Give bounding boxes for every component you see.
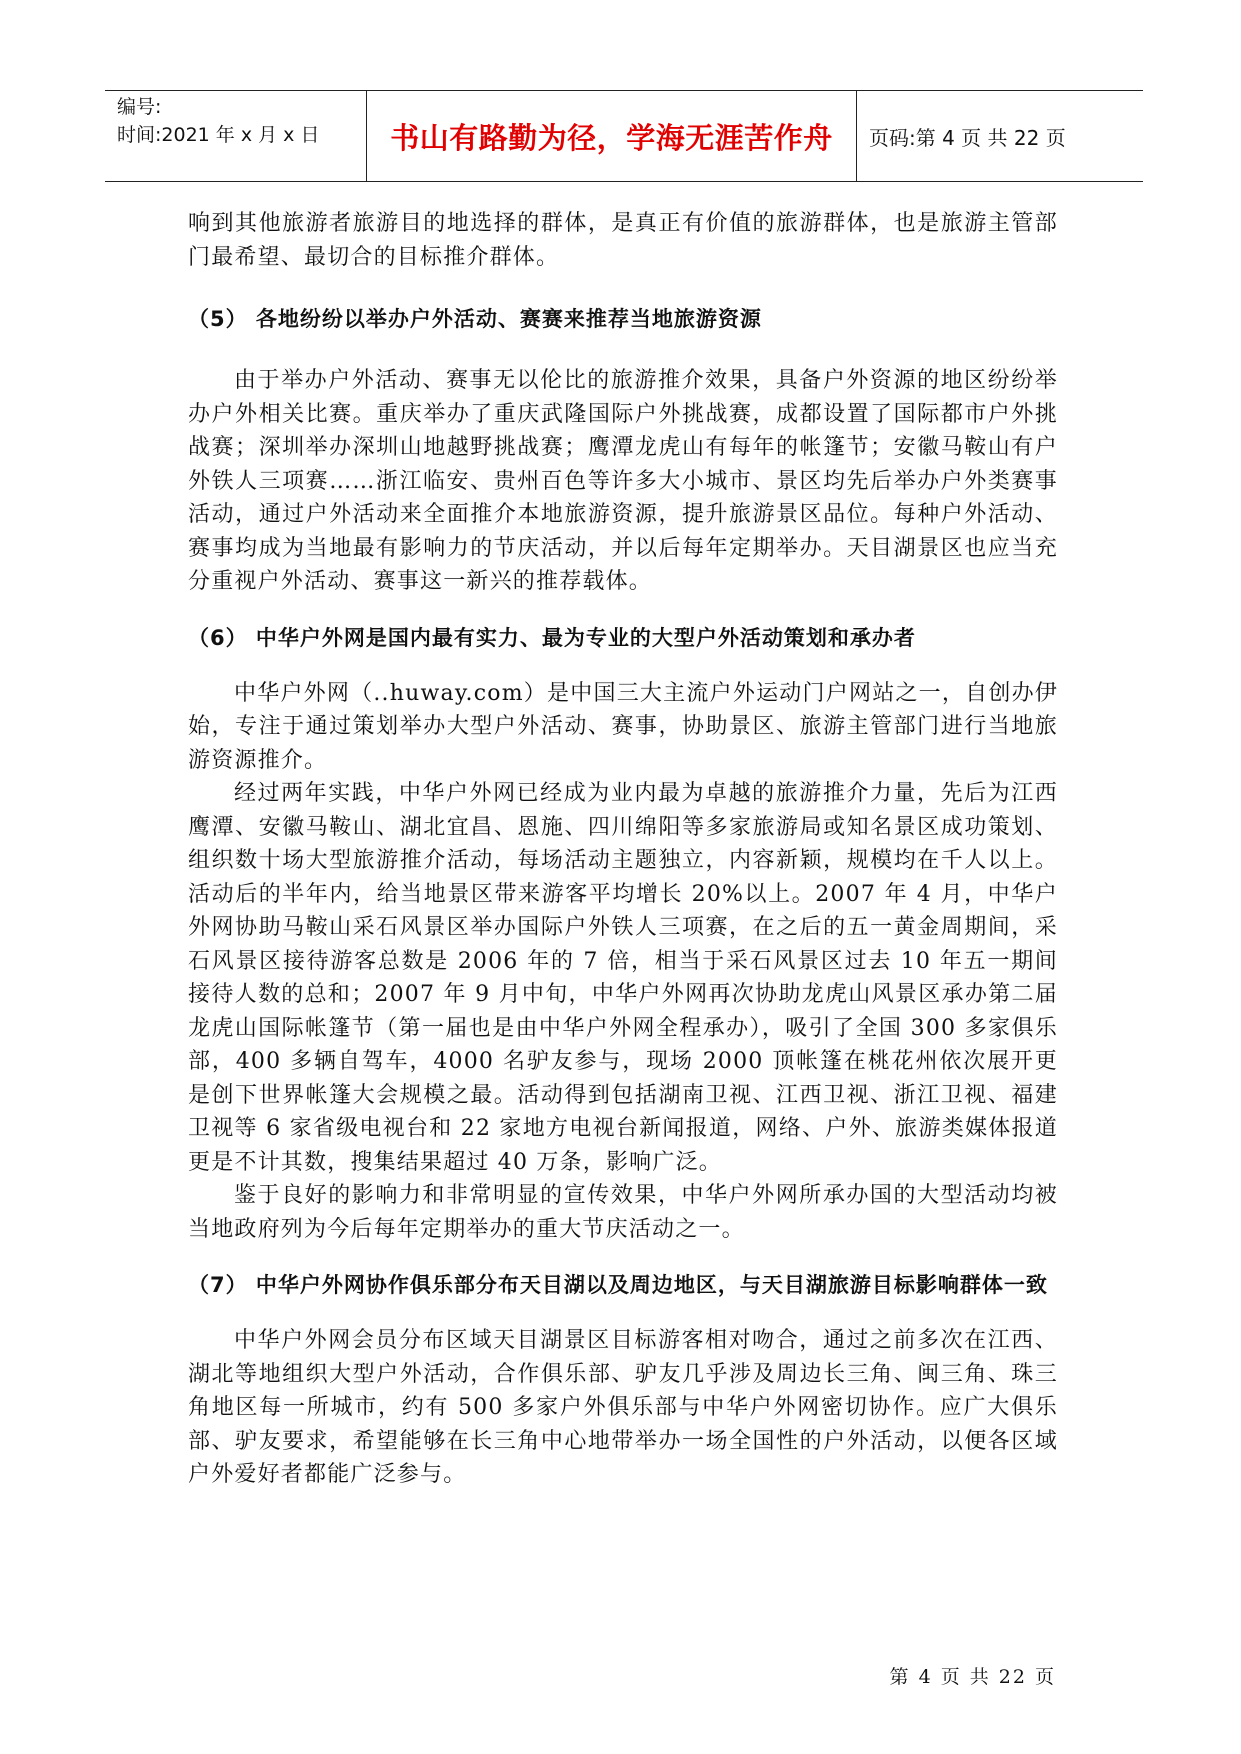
- document-body: [188, 207, 1058, 1492]
- header-motto: 书山有路勤为径，学海无涯苦作舟: [367, 91, 857, 181]
- page-footer-number: 第 4 页 共 22 页: [889, 1666, 1056, 1688]
- section-heading-5: （5） 各地纷纷以举办户外活动、赛赛来推荐当地旅游资源: [188, 307, 762, 331]
- paragraph-section-7: 中华户外网会员分布区域天目湖景区目标游客相对吻合，通过之前多次在江西、湖北等地组织大型户外活动，合作俱乐部、驴友几乎涉及周边长三角、闽三角、珠三角地区每一所城市，约有 500 多家户外俱乐部与中华户外网密切协作。应广大俱乐部、驴友要求，希望能够在长三角中心地带举办一场全国性的户外活动，以便各区域户外爱好者都能广泛参与。: [188, 1328, 1058, 1487]
- section-heading-6: （6） 中华户外网是国内最有实力、最为专业的大型户外活动策划和承办者: [188, 625, 916, 650]
- paragraph-section-6a: 中华户外网（..huway.com）是中国三大主流户外运动门户网站之一，自创办伊始，专注于通过策划举办大型户外活动、赛事，协助景区、旅游主管部门进行当地旅游资源推介。: [188, 680, 1058, 773]
- header-meta: [105, 91, 367, 181]
- page-header: [105, 90, 1143, 182]
- paragraph-section-6c: 鉴于良好的影响力和非常明显的宣传效果，中华户外网所承办国的大型活动均被当地政府列为今后每年定期举办的重大节庆活动之一。: [188, 1183, 1058, 1242]
- paragraph-section-6b: 经过两年实践，中华户外网已经成为业内最为卓越的旅游推介力量，先后为江西鹰潭、安徽马鞍山、湖北宜昌、恩施、四川绵阳等多家旅游局或知名景区成功策划、组织数十场大型旅游推介活动，每场活动主题独立，内容新颖，规模均在千人以上。活动后的半年内，给当地景区带来游客平均增长 20%以上。2007 年 4 月，中华户外网协助马鞍山采石风景区举办国际户外铁人三项赛，在之后的五一黄金周期间，采石风景区接待游客总数是 2006 年的 7 倍，相当于采石风景区过去 10 年五一期间接待人数的总和；2007 年 9 月中旬，中华户外网再次协助龙虎山风景区承办第二届龙虎山国际帐篷节（第一届也是由中华户外网全程承办），吸引了全国 300 多家俱乐部，400 多辆自驾车，4000 名驴友参与，现场 2000 顶帐篷在桃花州依次展开更是创下世界帐篷大会规模之最。活动得到包括湖南卫视、江西卫视、浙江卫视、福建卫视等 6 家省级电视台和 22 家地方电视台新闻报道，网络、户外、旅游类媒体报道更是不计其数，搜集结果超过 40 万条，影响广泛。: [188, 781, 1058, 1175]
- document-number-label: 编号:: [117, 96, 162, 118]
- section-heading-7: （7） 中华户外网协作俱乐部分布天目湖以及周边地区，与天目湖旅游目标影响群体一致: [188, 1273, 1048, 1297]
- paragraph-continued: 响到其他旅游者旅游目的地选择的群体，是真正有价值的旅游群体，也是旅游主管部门最希望、最切合的目标推介群体。: [188, 211, 1058, 270]
- header-page-info: 页码:第 4 页 共 22 页: [869, 125, 1066, 150]
- document-time-label: 时间:2021 年 x 月 x 日: [117, 124, 320, 146]
- paragraph-section-5: 由于举办户外活动、赛事无以伦比的旅游推介效果，具备户外资源的地区纷纷举办户外相关比赛。重庆举办了重庆武隆国际户外挑战赛，成都设置了国际都市户外挑战赛；深圳举办深圳山地越野挑战赛；鹰潭龙虎山有每年的帐篷节；安徽马鞍山有户外铁人三项赛……浙江临安、贵州百色等许多大小城市、景区均先后举办户外类赛事活动，通过户外活动来全面推介本地旅游资源，提升旅游景区品位。每种户外活动、赛事均成为当地最有影响力的节庆活动，并以后每年定期举办。天目湖景区也应当充分重视户外活动、赛事这一新兴的推荐载体。: [188, 368, 1058, 594]
